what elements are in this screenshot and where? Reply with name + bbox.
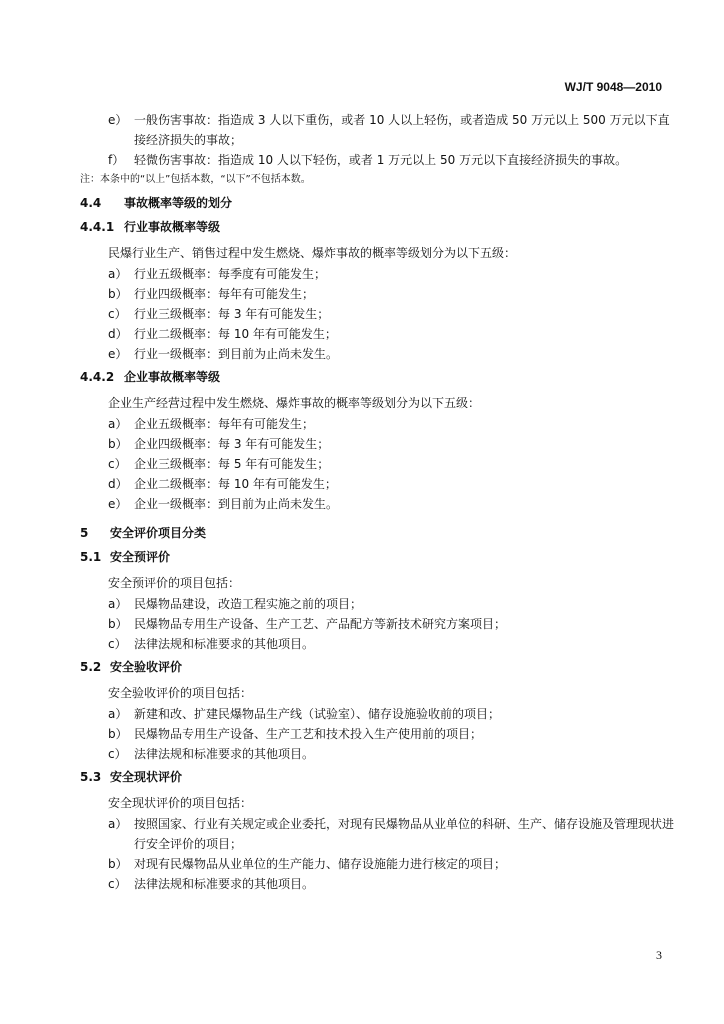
section-heading-5-3: [80, 766, 680, 788]
list-item: [80, 454, 680, 474]
section-title: 事故概率等级的划分: [124, 196, 233, 210]
list-item: [80, 264, 680, 284]
list-text: 对现有民爆物品从业单位的生产能力、储存设施能力进行核定的项目；: [134, 857, 507, 871]
list-marker: e）: [108, 113, 128, 127]
list-text: 民爆物品专用生产设备、生产工艺和技术投入生产使用前的项目；: [134, 727, 483, 741]
section-number: 4.4.1: [80, 220, 115, 234]
list-item: [80, 494, 680, 514]
section-title: 安全评价项目分类: [110, 526, 207, 540]
list-item: [80, 594, 680, 614]
list-marker: a）: [108, 267, 128, 281]
page-number: 3: [656, 948, 662, 962]
list-text: 企业三级概率：每 5 年有可能发生；: [134, 457, 330, 471]
list-marker: d）: [108, 477, 128, 491]
list-marker: a）: [108, 817, 128, 831]
list-marker: c）: [108, 747, 127, 761]
list-item: [80, 344, 680, 364]
section-heading-5-1: [80, 546, 680, 568]
list-marker: c）: [108, 637, 127, 651]
list-item: [80, 414, 680, 434]
list-marker: a）: [108, 417, 128, 431]
list-marker: b）: [108, 857, 128, 871]
section-heading-4-4-2: [80, 366, 680, 388]
list-text: 行业三级概率：每 3 年有可能发生；: [134, 307, 330, 321]
section-number: 5.1: [80, 550, 102, 564]
list-text: 法律法规和标准要求的其他项目。: [134, 637, 315, 651]
list-item: [80, 284, 680, 304]
section-number: 4.4: [80, 196, 102, 210]
section-heading-4-4: [80, 192, 680, 214]
list-item: [80, 634, 680, 654]
section-intro: 安全验收评价的项目包括：: [108, 686, 253, 700]
note: 注：本条中的“以上”包括本数，“以下”不包括本数。: [80, 174, 311, 185]
list-text: 企业五级概率：每年有可能发生；: [134, 417, 315, 431]
section-intro: 企业生产经营过程中发生燃烧、爆炸事故的概率等级划分为以下五级：: [108, 396, 481, 410]
list-marker: b）: [108, 437, 128, 451]
list-item: [80, 434, 680, 454]
page-content: [80, 110, 680, 894]
list-text: 行业四级概率：每年有可能发生；: [134, 287, 315, 301]
section-number: 5: [80, 526, 89, 540]
list-item: [80, 724, 680, 744]
list-item: [80, 744, 680, 764]
list-text: 轻微伤害事故：指造成 10 人以下轻伤，或者 1 万元以上 50 万元以下直接经济损失的事故。: [134, 153, 628, 167]
list-item: [80, 854, 680, 874]
list-item: [80, 150, 680, 170]
list-text: 企业二级概率：每 10 年有可能发生；: [134, 477, 337, 491]
list-text: 法律法规和标准要求的其他项目。: [134, 877, 315, 891]
section-intro: 民爆行业生产、销售过程中发生燃烧、爆炸事故的概率等级划分为以下五级：: [108, 246, 517, 260]
list-text: 企业四级概率：每 3 年有可能发生；: [134, 437, 330, 451]
list-marker: b）: [108, 287, 128, 301]
list-text: 行业五级概率：每季度有可能发生；: [134, 267, 327, 281]
list-marker: e）: [108, 497, 128, 511]
section-heading-4-4-1: [80, 216, 680, 238]
list-marker: a）: [108, 597, 128, 611]
section-title: 安全现状评价: [110, 770, 183, 784]
section-intro: 安全预评价的项目包括：: [108, 576, 241, 590]
list-text: 一般伤害事故：指造成 3 人以下重伤，或者 10 人以上轻伤，或者造成 50 万元以上 500 万元以下直接经济损失的事故；: [134, 113, 670, 147]
list-item: [80, 110, 680, 150]
section-number: 5.3: [80, 770, 102, 784]
list-marker: b）: [108, 727, 128, 741]
list-item: [80, 474, 680, 494]
section-number: 4.4.2: [80, 370, 115, 384]
list-marker: f）: [108, 153, 125, 167]
list-item: [80, 324, 680, 344]
list-text: 民爆物品建设，改造工程实施之前的项目；: [134, 597, 363, 611]
list-item: [80, 704, 680, 724]
list-text: 行业一级概率：到目前为止尚未发生。: [134, 347, 339, 361]
standard-code: WJ/T 9048—2010: [564, 80, 662, 94]
list-text: 法律法规和标准要求的其他项目。: [134, 747, 315, 761]
list-text: 新建和改、扩建民爆物品生产线（试验室）、储存设施验收前的项目；: [134, 707, 501, 721]
list-marker: c）: [108, 307, 127, 321]
list-item: [80, 814, 680, 854]
list-text: 民爆物品专用生产设备、生产工艺、产品配方等新技术研究方案项目；: [134, 617, 507, 631]
section-title: 行业事故概率等级: [124, 220, 221, 234]
list-item: [80, 874, 680, 894]
section-number: 5.2: [80, 660, 102, 674]
section-heading-5-2: [80, 656, 680, 678]
list-marker: a）: [108, 707, 128, 721]
section-heading-5: [80, 522, 680, 544]
list-item: [80, 614, 680, 634]
list-marker: c）: [108, 877, 127, 891]
list-marker: d）: [108, 327, 128, 341]
list-marker: e）: [108, 347, 128, 361]
section-title: 企业事故概率等级: [124, 370, 221, 384]
section-intro: 安全现状评价的项目包括：: [108, 796, 253, 810]
section-title: 安全预评价: [110, 550, 171, 564]
list-marker: c）: [108, 457, 127, 471]
list-marker: b）: [108, 617, 128, 631]
list-text: 企业一级概率：到目前为止尚未发生。: [134, 497, 339, 511]
list-text: 按照国家、行业有关规定或企业委托，对现有民爆物品从业单位的科研、生产、储存设施及管理现状进行安全评价的项目；: [134, 817, 675, 851]
section-title: 安全验收评价: [110, 660, 183, 674]
list-item: [80, 304, 680, 324]
list-text: 行业二级概率：每 10 年有可能发生；: [134, 327, 337, 341]
